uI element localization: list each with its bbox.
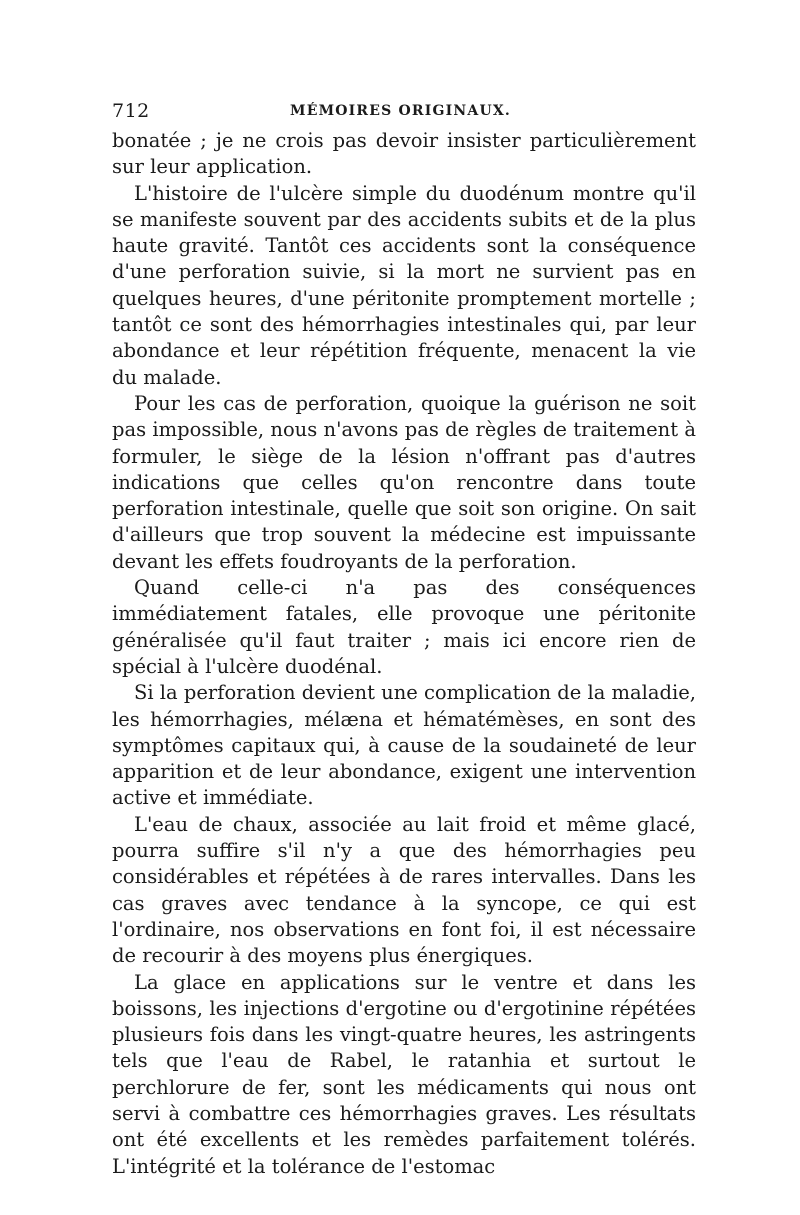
paragraph-perforation-cases: Pour les cas de perforation, quoique la guérison ne soit pas impossible, nous n'avons pas de règles de traitement à formuler, le siège de la lésion n'offrant pas d'autres indications que celles qu'on rencontre dans toute perforation intestinale, quelle que soit son origine. On sait d'ailleurs que trop souvent la médecine est impuissante devant les effets foudroyants de la perforation. xyxy=(112,391,696,573)
running-head xyxy=(112,100,692,124)
paragraph-peritonitis: Quand celle-ci n'a pas des conséquences immédiatement fatales, elle provoque une péritonite généralisée qu'il faut traiter ; mais ici encore rien de spécial à l'ulcère duodénal. xyxy=(112,576,696,678)
paragraph-hemorrhages: Si la perforation devient une complication de la maladie, les hémorrhagies, mélæna et hématémèses, en sont des symptômes capitaux qui, à cause de la soudaineté de leur apparition et de leur abondance, exigent une intervention active et immédiate. xyxy=(112,681,696,810)
paragraph-continuation: bonatée ; je ne crois pas devoir insister particulièrement sur leur application. xyxy=(112,129,696,179)
page-number: 712 xyxy=(112,100,150,122)
body-text xyxy=(112,128,696,1180)
running-title: MÉMOIRES ORIGINAUX. xyxy=(290,103,511,119)
paragraph-ice-and-medications: La glace en applications sur le ventre et dans les boissons, les injections d'ergotine ou d'ergotinine répétées plusieurs fois dans les vingt-quatre heures, les astringents tels que l'eau de Rabel, le ratanhia et surtout le perchlorure de fer, sont les médicaments qui nous ont servi à combattre ces hémorrhagies graves. Les résultats ont été excellents et les remèdes parfaitement tolérés. L'intégrité et la tolérance de l'estomac xyxy=(112,970,696,1178)
paragraph-duodenal-ulcer-history: L'histoire de l'ulcère simple du duodénum montre qu'il se manifeste souvent par des accidents subits et de la plus haute gravité. Tantôt ces accidents sont la conséquence d'une perforation suivie, si la mort ne survient pas en quelques heures, d'une péritonite promptement mortelle ; tantôt ce sont des hémorrhagies intestinales qui, par leur abondance et leur répétition fréquente, menacent la vie du malade. xyxy=(112,181,696,389)
paragraph-lime-water: L'eau de chaux, associée au lait froid et même glacé, pourra suffire s'il n'y a que des hémorrhagies peu considérables et répétées à de rares intervalles. Dans les cas graves avec tendance à la syncope, ce qui est l'ordinaire, nos observations en font foi, il est nécessaire de recourir à des moyens plus énergiques. xyxy=(112,812,696,968)
